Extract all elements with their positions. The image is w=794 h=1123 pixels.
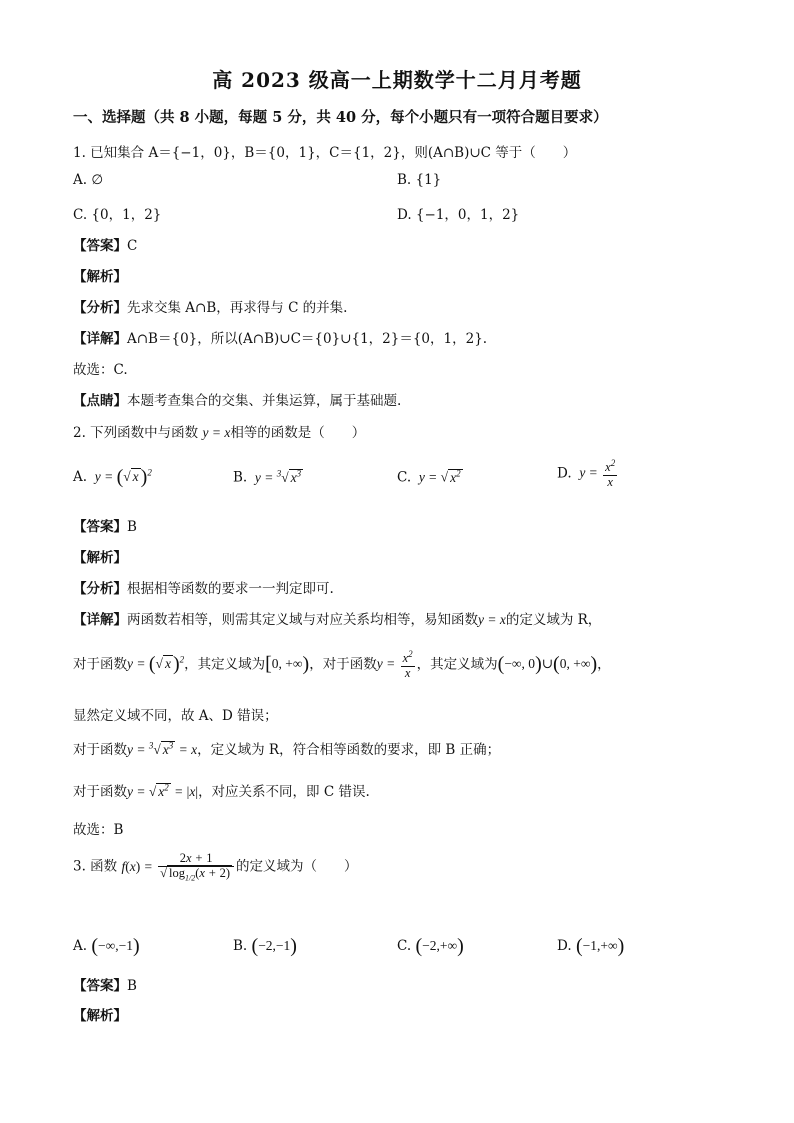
text: ，对应关系不同，即 C 错误. <box>198 784 370 800</box>
q2-option-a <box>73 466 152 489</box>
text: ，对于函数 <box>309 656 377 673</box>
q3-stem <box>73 852 358 883</box>
q2-line4 <box>73 780 370 800</box>
detail-pre: 两函数若相等，则需其定义域与对应关系均相等，易知函数 <box>127 612 478 628</box>
q2-line1 <box>73 650 611 681</box>
interval-1: [0, +∞) <box>265 653 310 676</box>
detail-text: A∩B＝{0}，所以(A∩B)∪C＝{0}∪{1，2}＝{0，1，2}. <box>127 331 488 347</box>
answer-tag: 【答案】 <box>73 238 127 254</box>
comment-text: 本题考查集合的交集、并集运算，属于基础题. <box>127 393 402 409</box>
q3-stem-post: 的定义域为（ ） <box>236 858 358 875</box>
q1-comment <box>73 389 401 409</box>
fenxi-text: 先求交集 A∩B，再求得与 C 的并集. <box>127 300 348 316</box>
fenxi-text: 根据相等函数的要求一一判定即可. <box>127 581 334 597</box>
q2-opt-d-label: D. <box>557 465 572 482</box>
q2-stem-equation: y = x <box>202 425 231 440</box>
formula-d: y = $\frac{x^2}{x}$ <box>575 458 616 489</box>
q1-option-c: C. {0，1，2} <box>73 207 162 223</box>
q3-option-c <box>397 935 464 958</box>
q2-line3 <box>73 738 500 758</box>
answer-value: C <box>127 238 138 254</box>
formula-sqrt-squared: y = (√ x )$^2$ <box>127 653 185 676</box>
q2-option-d <box>557 459 619 490</box>
q1-choose: 故选：C. <box>73 362 128 378</box>
q3-answer <box>73 974 137 994</box>
q2-option-b <box>233 468 303 486</box>
interval-2: (−∞, 0)∪(0, +∞) <box>497 653 598 676</box>
q3-option-a <box>73 935 140 958</box>
q2-stem <box>73 421 365 441</box>
q1-option-d: D. {−1，0，1，2} <box>397 207 520 223</box>
q3-opt-c-label: C. <box>397 938 412 954</box>
text: 对于函数 <box>73 656 127 673</box>
interval-d: (−1,+∞) <box>575 935 625 957</box>
q3-option-d <box>557 935 624 958</box>
q3-opt-b-label: B. <box>233 938 248 954</box>
answer-tag: 【答案】 <box>73 519 127 535</box>
formula-cbrt: y = $^3$√ $x^3 = x$ <box>127 740 198 757</box>
q1-stem: 1. 已知集合 A＝{−1，0}，B＝{0，1}，C＝{1，2}，则(A∩B)∪C 等于（ ） <box>73 145 577 161</box>
answer-tag: 【答案】 <box>73 978 127 994</box>
q2-opt-a-label: A. <box>73 469 88 485</box>
text: 对于函数 <box>73 784 127 800</box>
formula-c: y = √ $x^2$ <box>415 468 461 485</box>
text: ，定义域为 R，符合相等函数的要求，即 B 正确； <box>197 742 501 758</box>
text: ， <box>597 656 611 673</box>
page-title: 高 2023 级高一上期数学十二月月考题 <box>212 68 582 92</box>
q1-analysis-tag: 【解析】 <box>73 269 127 285</box>
q1-detail <box>73 327 487 347</box>
q2-fenxi <box>73 577 334 597</box>
formula-a: y = (√ x )$^2$ <box>91 466 152 488</box>
q3-option-b <box>233 935 297 958</box>
q1-option-a: A. ∅ <box>73 172 104 188</box>
detail-post: 的定义域为 R， <box>505 612 602 628</box>
text: ，其定义域为 <box>416 656 498 673</box>
detail-tag: 【详解】 <box>73 612 127 628</box>
fenxi-tag: 【分析】 <box>73 300 127 316</box>
q2-choose: 故选：B <box>73 822 124 838</box>
text: 对于函数 <box>73 742 127 758</box>
formula-sqrt-abs: y = √ $x^2 = |x|$ <box>127 782 199 799</box>
interval-a: (−∞,−1) <box>91 935 140 957</box>
q3-stem-pre: 3. 函数 <box>73 858 118 875</box>
q1-option-b: B. {1} <box>397 172 442 188</box>
q2-opt-b-label: B. <box>233 469 248 486</box>
q2-opt-c-label: C. <box>397 469 412 486</box>
q2-line2: 显然定义域不同，故 A、D 错误； <box>73 708 278 724</box>
q2-option-c <box>397 468 463 486</box>
q2-stem-pre: 2. 下列函数中与函数 <box>73 425 199 441</box>
answer-value: B <box>127 978 137 994</box>
q1-fenxi <box>73 296 347 316</box>
comment-tag: 【点睛】 <box>73 393 127 409</box>
interval-c: (−2,+∞) <box>415 935 464 957</box>
answer-value: B <box>127 519 137 535</box>
q2-answer <box>73 515 137 535</box>
detail-equation: y = x <box>478 612 506 627</box>
formula-b: y = $^3$√ $x^3$ <box>251 468 302 485</box>
formula-x2-over-x: y = $\frac{x^2}{x}$ <box>376 649 413 680</box>
q2-detail <box>73 608 601 628</box>
q3-opt-d-label: D. <box>557 938 572 954</box>
section-heading: 一、选择题（共 8 小题，每题 5 分，共 40 分，每个小题只有一项符合题目要求） <box>73 109 608 126</box>
q3-analysis-tag: 【解析】 <box>73 1008 127 1024</box>
q1-answer <box>73 234 137 254</box>
q3-opt-a-label: A. <box>73 938 88 954</box>
q2-stem-post: 相等的函数是（ ） <box>230 425 366 441</box>
formula-f: f(x) = $\frac{2x + 1}{√ \log_{1/2}(x + 2)}$ <box>121 859 236 874</box>
text: ，其定义域为 <box>184 656 266 673</box>
q2-analysis-tag: 【解析】 <box>73 550 127 566</box>
detail-tag: 【详解】 <box>73 331 127 347</box>
interval-b: (−2,−1) <box>251 935 297 957</box>
fenxi-tag: 【分析】 <box>73 581 127 597</box>
